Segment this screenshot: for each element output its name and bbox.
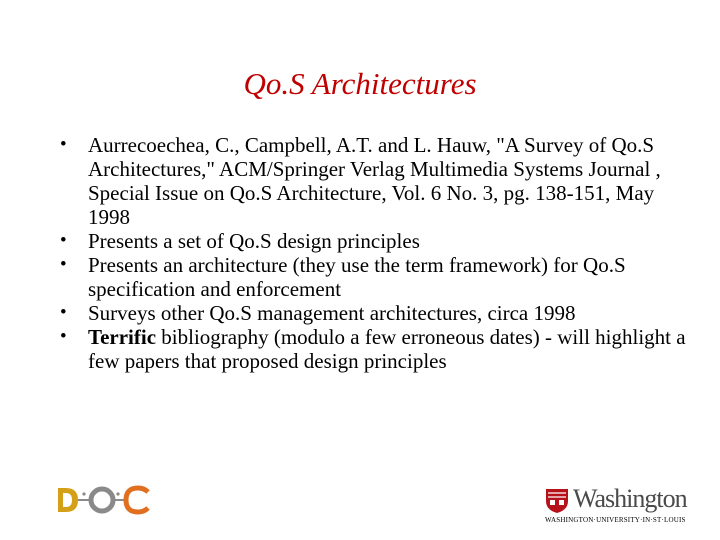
bullet-icon: •: [60, 254, 67, 275]
bullet-body-text: Surveys other Qo.S management architectures, circa 1998: [88, 301, 576, 325]
bullet-body-text: bibliography (modulo a few erroneous dates) - will highlight a few papers that proposed design principles: [88, 325, 686, 373]
bullet-list: [56, 133, 696, 373]
bullet-item: [56, 229, 696, 253]
bullet-text: [88, 301, 576, 325]
bullet-icon: •: [60, 326, 67, 347]
slide-title: Qo.S Architectures: [243, 66, 477, 101]
bullet-text: [88, 325, 686, 373]
bullet-text: [88, 133, 661, 229]
bullet-item: [56, 133, 696, 229]
logo-wordmark: Washington: [573, 484, 687, 513]
bullet-body-text: Presents a set of Qo.S design principles: [88, 229, 420, 253]
bullet-item: [56, 325, 696, 373]
logo-subtitle: WASHINGTON·UNIVERSITY·IN·ST·LOUIS: [545, 516, 686, 524]
bullet-body-text: Aurrecoechea, C., Campbell, A.T. and L. Hauw, "A Survey of Qo.S Architectures," ACM/Springer Verlag Multimedia Systems Journal , Special Issue on Qo.S Architecture, Vol. 6 No. 3, pg. 138-151, May 1998: [88, 133, 661, 229]
doc-logo: [56, 484, 152, 516]
bullet-icon: •: [60, 302, 67, 323]
shield-icon: [545, 488, 569, 514]
bullet-icon: •: [60, 134, 67, 155]
bullet-text: [88, 253, 626, 301]
bullet-text: [88, 229, 420, 253]
bullet-item: [56, 253, 696, 301]
bullet-body-text: Presents an architecture (they use the term framework) for Qo.S specification and enforcement: [88, 253, 626, 301]
bullet-bold-text: Terrific: [88, 325, 157, 349]
bullet-item: [56, 301, 696, 325]
washington-university-logo: [545, 484, 685, 524]
doc-logo-icon: [56, 484, 152, 516]
bullet-icon: •: [60, 230, 67, 251]
